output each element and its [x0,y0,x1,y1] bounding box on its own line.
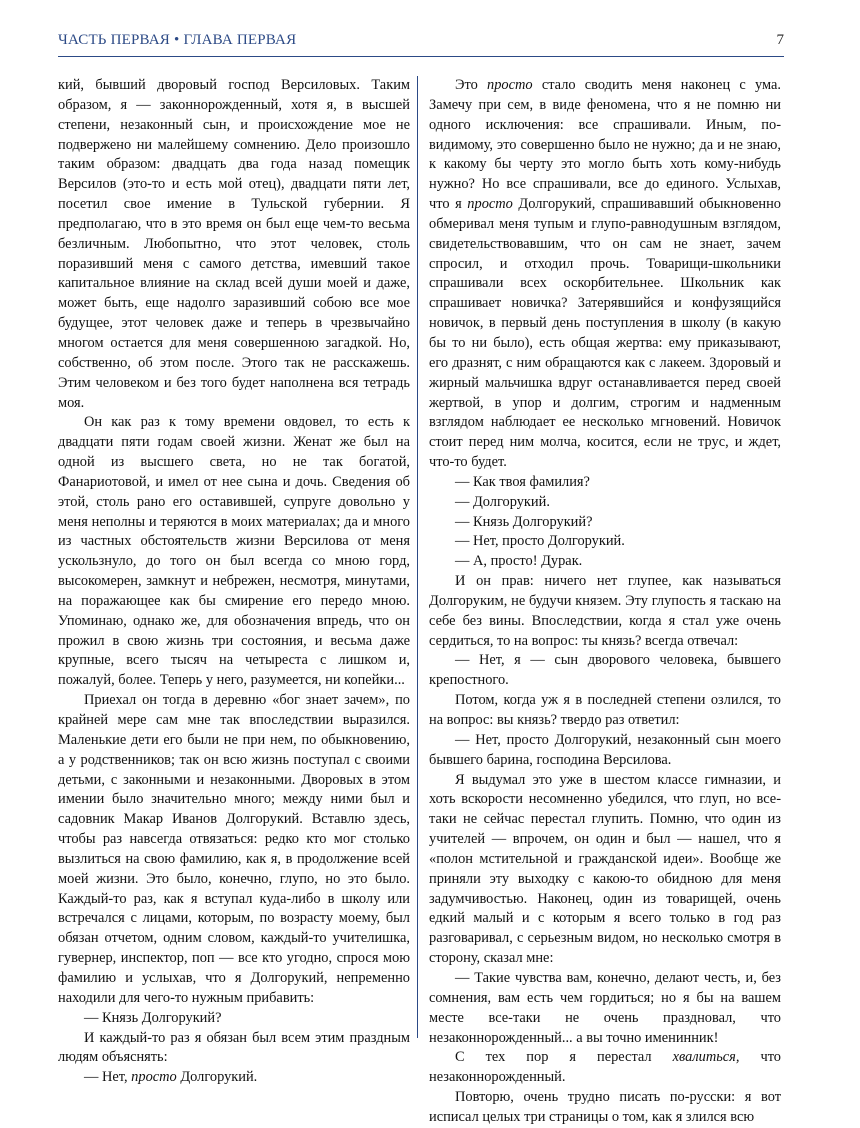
dialog-line: — Князь Долгорукий? [455,513,593,530]
dialog-line: — А, просто! Дурак. [455,553,583,570]
paragraph [429,1048,781,1088]
chapter-title: ГЛАВА ПЕРВАЯ [183,32,297,48]
text-run: что незаконнорожденный. [429,1049,781,1086]
running-header [58,32,784,52]
dialog-line: — Князь Долгорукий? [84,1009,222,1026]
emphasis: просто [487,77,533,93]
text-run: Долгорукий, спрашивавший обыкновенно обмеривал меня тупым и глупо-равнодушным взглядом, свидетельствовавшим, что он сам не знает, зачем спросил, и отходил прочь. Товарищи-школьники спрашивали всех оскорбительнее. Школьник как спрашивает новичка? Затерявшийся и конфузящийся новичок, в первый день поступления в школу (в какую бы то ни было), есть общая жертва: ему приказывают, его дразнят, с ним обращаются как с лакеем. Здоровый и жирный мальчишка вдруг останавливается перед своей жертвой, в упор и долгим, строгим и надменным взглядом наблюдает ее несколько мгновений. Новичок стоит перед ним молча, косится, если не трус, и ждет, что-то будет. [429,196,781,471]
text-run: С тех пор я перестал [455,1049,673,1066]
emphasis: хвалиться, [672,1049,740,1066]
dialog-line: — Нет, я — сын дворового человека, бывшего крепостного. [429,652,781,689]
header-rule [58,56,784,57]
paragraph [429,76,781,473]
running-title [58,32,296,49]
dialog-line: — Нет, просто Долгорукий, незаконный сын моего бывшего барина, господина Версилова. [429,731,781,768]
paragraph: Он как раз к тому времени овдовел, то есть к двадцати пяти годам своей жизни. Женат же был на одной из высшего света, но не так богатой, Фанариотовой, и имел от нее сына и дочь. Сведения об этой, столь рано его оставившей, супруге довольно у меня неполны и теряются в моих материалах; да и много из частных обстоятельств жизни Версилова от меня ускользнуло, до того он был всегда со мною горд, высокомерен, замкнут и небрежен, несмотря, минутами, на поражающее как бы смирение его передо мною. Упоминаю, однако же, для обозначения впредь, что он прожил в свою жизнь три состояния, и весьма даже крупные, всего тысяч на четыреста с лишком и, пожалуй, более. Теперь у него, разумеется, ни копейки... [58,414,410,689]
paragraph: И он прав: ничего нет глупее, как называться Долгоруким, не будучи князем. Эту глупость я таскаю на себе без вины. Впоследствии, когда я стал уже очень сердиться, то на вопрос: ты князь? всегда отвечал: [429,573,781,649]
dialog-line: — Долгорукий. [455,493,550,510]
text-run: — Нет, [84,1069,132,1086]
paragraph: Приехал он тогда в деревню «бог знает зачем», по крайней мере сам мне так впоследствии выразился. Маленькие дети его были не при нем, по обыкновению, а у родственников; так он всю жизнь поступал с своими детьми, с законными и незаконными. Дворовых в этом имении было значительно много; между ними был и садовник Макар Иванов Долгорукий. Вставлю здесь, чтобы раз навсегда отвязаться: редко кто мог столько вызлиться на свою фамилию, как я, в продолжение всей моей жизни. Это было, конечно, глупо, но это было. Каждый-то раз, как я вступал куда-либо в школу или встречался с лицами, которым, по возрасту моему, был обязан отчетом, одним словом, каждый-то учителишка, гувернер, инспектор, поп — все кто угодно, спрося мою фамилию и услыхав, что я Долгорукий, непременно находили для чего-то нужным прибавить: [58,692,410,1006]
text-run: стало сводить меня наконец с ума. Замечу при сем, в виде феномена, что я не помню ни одного исключения: все спрашивали. Иным, по-видимому, это совершенно было не нужно; да и не знаю, к какому бы черту это могло быть хоть кому-нибудь нужно? Но все спрашивали, все до единого. Услыхав, что я [429,77,781,213]
emphasis: просто [131,1069,177,1086]
separator-dot: • [174,32,180,48]
dialog-line [58,1068,410,1088]
part-title: ЧАСТЬ ПЕРВАЯ [58,32,170,48]
dialog-line: — Как твоя фамилия? [455,473,590,490]
paragraph: И каждый-то раз я обязан был всем этим праздным людям объяснять: [58,1029,410,1066]
paragraph: кий, бывший дворовый господ Версиловых. Таким образом, я — законнорожденный, хотя я, в высшей степени, незаконный сын, и происхождение мое не подвержено ни малейшему сомнению. Дело произошло таким образом: двадцать два года назад помещик Версилов (это-то и есть мой отец), двадцати пяти лет, посетил свое имение в Тульской губернии. Я предполагаю, что в это время он был еще чем-то весьма безличным. Любопытно, что этот человек, столь поразивший меня с самого детства, имевший такое капитальное влияние на склад всей души моей и даже, может быть, еще надолго заразивший собою все мое будущее, этот человек даже и теперь в чрезвычайно многом остается для меня совершенною загадкой. Но, собственно, об этом после. Этого так не расскажешь. Этим человеком и без того будет наполнена вся тетрадь моя. [58,77,410,411]
text-run: Долгорукий. [176,1069,258,1086]
emphasis: просто [467,196,513,213]
dialog-line: — Нет, просто Долгорукий. [455,533,625,550]
dialog-line: — Такие чувства вам, конечно, делают честь, и, без сомнения, вам есть чем гордиться; но я бы на вашем месте все-таки не очень праздновал, что незаконнорожденный... а вы точно именинник! [429,969,781,1046]
paragraph: Я выдумал это уже в шестом классе гимназии, и хоть вскорости несомненно убедился, что глуп, но все-таки не сейчас перестал глупить. Помню, что один из учителей — впрочем, он один и был — нашел, что я «полон мстительной и гражданской идеи». Вообще же приняли эту выходку с какою-то обидною для меня задумчивостью. Наконец, один из товарищей, очень едкий малый и с которым я всего только в год раз разговаривал, с серьезным видом, но несколько смотря в сторону, сказал мне: [429,771,781,967]
paragraph: Потом, когда уж я в последней степени озлился, то на вопрос: вы князь? твердо раз ответил: [429,692,781,728]
page-number: 7 [776,32,784,48]
text-run: Это [455,77,488,93]
column-divider [417,76,418,1038]
paragraph: Повторю, очень трудно писать по-русски: я вот исписал целых три страницы о том, как я злился всю [429,1089,781,1125]
left-column [58,76,410,1088]
right-column [429,76,781,1128]
